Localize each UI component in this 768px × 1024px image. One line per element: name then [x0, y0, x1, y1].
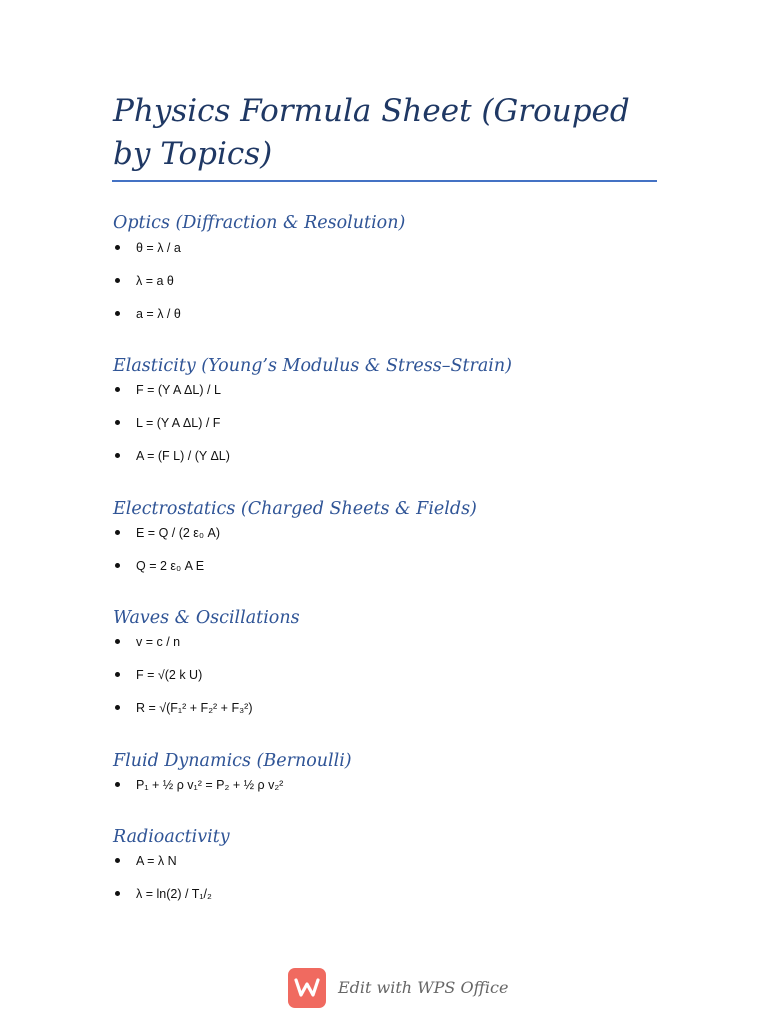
section-heading: Waves & Oscillations — [113, 608, 300, 628]
footer-text: Edit with WPS Office — [338, 978, 509, 997]
list-item — [0, 775, 768, 795]
list-item — [0, 380, 768, 400]
section-heading: Optics (Diffraction & Resolution) — [113, 213, 406, 233]
section-heading: Radioactivity — [113, 827, 230, 847]
section-heading: Elasticity (Young’s Modulus & Stress–Strain) — [113, 356, 512, 376]
bullet-icon — [115, 278, 120, 283]
list-item — [0, 446, 768, 466]
formula-text: λ = ln(2) / T₁/₂ — [136, 887, 212, 901]
wps-office-logo-icon — [288, 968, 326, 1008]
bullet-icon — [115, 563, 120, 568]
formula-text: A = (F L) / (Y ΔL) — [136, 449, 230, 463]
bullet-icon — [115, 530, 120, 535]
formula-text: λ = a θ — [136, 274, 174, 288]
list-item — [0, 698, 768, 718]
bullet-icon — [115, 387, 120, 392]
bullet-icon — [115, 311, 120, 316]
list-item — [0, 665, 768, 685]
list-item — [0, 238, 768, 258]
bullet-icon — [115, 639, 120, 644]
list-item — [0, 851, 768, 871]
formula-text: L = (Y A ΔL) / F — [136, 416, 221, 430]
list-item — [0, 304, 768, 324]
formula-text: v = c / n — [136, 635, 181, 649]
bullet-icon — [115, 420, 120, 425]
list-item — [0, 632, 768, 652]
section-heading: Fluid Dynamics (Bernoulli) — [113, 751, 352, 771]
section-heading: Electrostatics (Charged Sheets & Fields) — [113, 499, 477, 519]
title-divider — [112, 180, 657, 182]
formula-text: a = λ / θ — [136, 307, 181, 321]
bullet-icon — [115, 858, 120, 863]
bullet-icon — [115, 782, 120, 787]
bullet-icon — [115, 891, 120, 896]
formula-text: F = √(2 k U) — [136, 668, 203, 682]
formula-text: E = Q / (2 ε₀ A) — [136, 526, 221, 540]
formula-text: A = λ N — [136, 854, 177, 868]
list-item — [0, 413, 768, 433]
list-item — [0, 884, 768, 904]
bullet-icon — [115, 453, 120, 458]
formula-text: F = (Y A ΔL) / L — [136, 383, 221, 397]
bullet-icon — [115, 245, 120, 250]
formula-text: R = √(F₁² + F₂² + F₃²) — [136, 701, 253, 715]
formula-text: P₁ + ½ ρ v₁² = P₂ + ½ ρ v₂² — [136, 778, 284, 792]
wps-edit-link[interactable] — [288, 968, 528, 1010]
bullet-icon — [115, 672, 120, 677]
formula-text: Q = 2 ε₀ A E — [136, 559, 205, 573]
formula-text: θ = λ / a — [136, 241, 181, 255]
bullet-icon — [115, 705, 120, 710]
list-item — [0, 271, 768, 291]
page-title: Physics Formula Sheet (Grouped by Topics) — [113, 93, 630, 172]
list-item — [0, 523, 768, 543]
list-item — [0, 556, 768, 576]
